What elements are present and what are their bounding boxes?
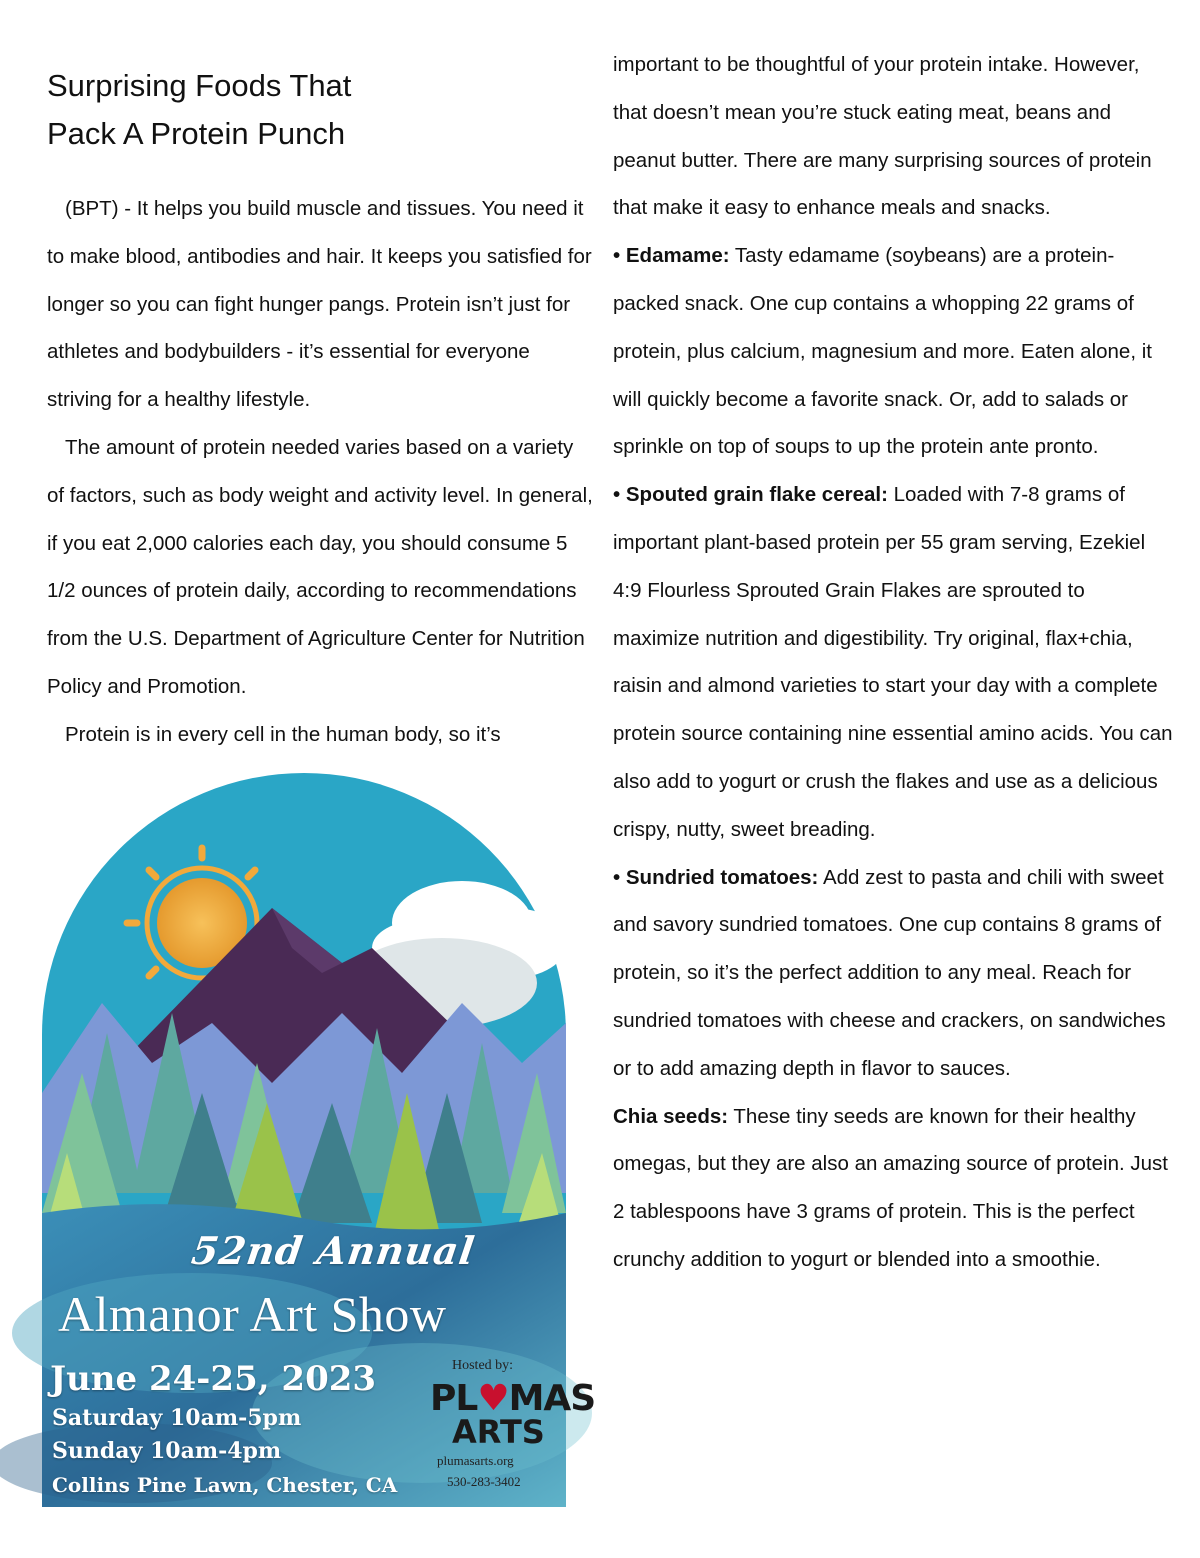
- poster-dates: June 24-25, 2023: [50, 1359, 377, 1399]
- poster-sunday-hours: Sunday 10am-4pm: [52, 1438, 282, 1464]
- item-name: Sundried tomatoes:: [625, 865, 819, 889]
- logo-text-b: MAS: [508, 1378, 596, 1419]
- article-title: [47, 62, 595, 158]
- item-name: Chia seeds:: [613, 1104, 729, 1128]
- list-item-sundried-tomatoes: [613, 854, 1173, 1093]
- poster-url: plumasarts.org: [437, 1453, 514, 1468]
- logo-text-a: PL: [430, 1378, 478, 1419]
- paragraph-amount: The amount of protein needed varies based on a variety of factors, such as body weight and activity level. In general, if you eat 2,000 calories each day, you should consume 5 1/2 ounces of protein daily, according to recommendations from the U.S. Department of Agriculture Center for Nutrition Policy and Promotion.: [47, 435, 593, 698]
- poster-hosted-by: Hosted by:: [452, 1358, 514, 1373]
- item-text: Tasty edamame (soybeans) are a protein-packed snack. One cup contains a whopping 22 grams of protein, plus calcium, magnesium and more. Eaten alone, it will quickly become a favorite snack. Or, add to salads or sprinkle on top of soups to up the protein ante pronto.: [613, 244, 1152, 459]
- poster-location: Collins Pine Lawn, Chester, CA: [52, 1473, 398, 1497]
- heart-icon: ♥: [477, 1378, 509, 1419]
- item-bullet: •: [613, 244, 626, 268]
- item-text: Add zest to pasta and chili with sweet and savory sundried tomatoes. One cup contains 8 grams of protein, so it’s the perfect addition to any meal. Reach for sundried tomatoes with cheese and crackers, on sandwiches or to add amazing depth in flavor to sauces.: [613, 865, 1166, 1080]
- paragraph-cells: Protein is in every cell in the human body, so it’s: [65, 722, 501, 746]
- paragraph-intro: (BPT) - It helps you build muscle and tissues. You need it to make blood, antibodies and hair. It keeps you satisfied for longer so you can fight hunger pangs. Protein isn’t just for athletes and bodybuilders - it’s essential for everyone striving for a healthy lifestyle.: [47, 197, 592, 412]
- item-text: These tiny seeds are known for their healthy omegas, but they are also an amazing source of protein. Just 2 tablespoons have 3 grams of protein. This is the perfect crunchy addition to yogurt or blended into a smoothie.: [613, 1104, 1168, 1271]
- item-name: Edamame:: [625, 244, 730, 268]
- title-line-2: Pack A Protein Punch: [47, 116, 346, 151]
- title-line-1: Surprising Foods That: [47, 68, 352, 103]
- item-name: Spouted grain flake cereal:: [625, 483, 888, 507]
- item-bullet: •: [613, 483, 626, 507]
- logo-text-arts: ARTS: [452, 1413, 545, 1451]
- poster-show-name: Almanor Art Show: [58, 1286, 447, 1342]
- art-show-poster: [42, 773, 596, 1507]
- left-column: [47, 62, 595, 759]
- poster-annual: 52nd Annual: [188, 1228, 478, 1273]
- list-item-edamame: [613, 232, 1173, 471]
- right-column: [613, 41, 1173, 1284]
- poster-saturday-hours: Saturday 10am-5pm: [52, 1405, 302, 1431]
- item-bullet: •: [613, 865, 626, 889]
- list-item-chia-seeds: [613, 1093, 1173, 1284]
- poster-phone: 530-283-3402: [447, 1474, 521, 1489]
- list-item-grain-cereal: [613, 471, 1173, 853]
- paragraph-continuation: important to be thoughtful of your protein intake. However, that doesn’t mean you’re stuck eating meat, beans and peanut butter. There are many surprising sources of protein that make it easy to enhance meals and snacks.: [613, 53, 1152, 220]
- item-text: Loaded with 7-8 grams of important plant-based protein per 55 gram serving, Ezekiel 4:9 Flourless Sprouted Grain Flakes are sprouted to maximize nutrition and digestibility. Try original, flax+chia, raisin and almond varieties to start your day with a complete protein source containing nine essential amino acids. You can also add to yogurt or crush the flakes and use as a delicious crispy, nutty, sweet breading.: [613, 483, 1173, 841]
